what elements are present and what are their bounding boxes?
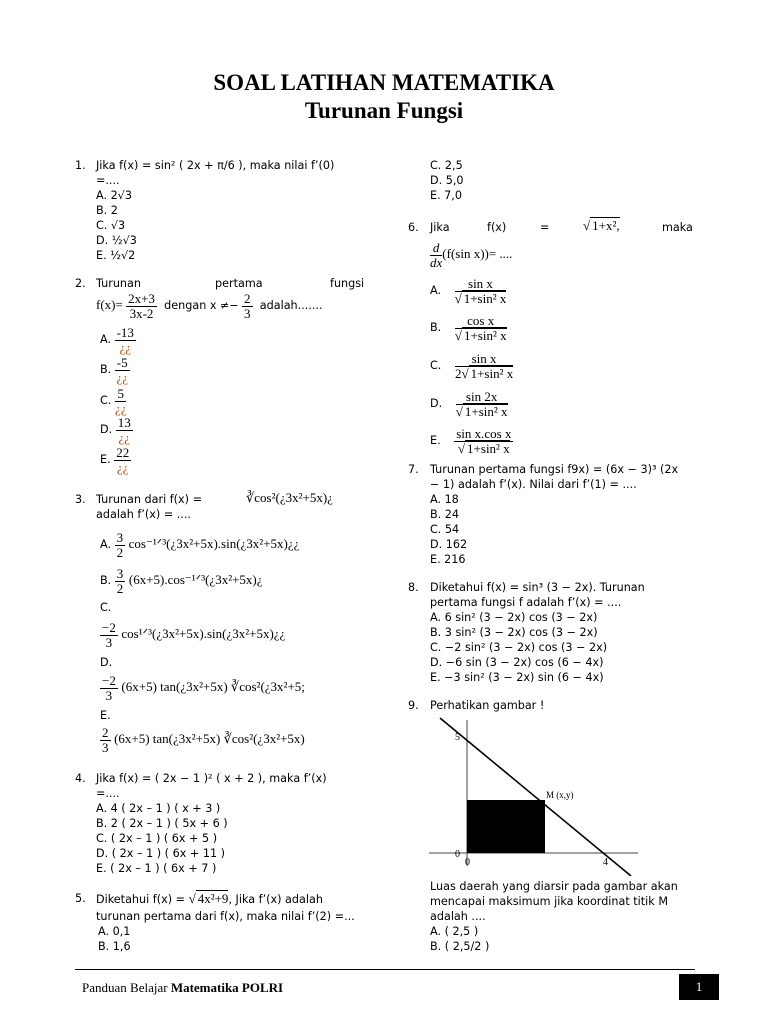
fraction-denominator: 3x-2 <box>129 305 154 321</box>
question-text: adalah .... <box>430 910 486 923</box>
footer-bold-title: Matematika POLRI <box>170 980 284 995</box>
option-letter: A. <box>430 284 442 297</box>
fraction-denominator: 3 <box>105 687 113 703</box>
question-text: (f(sin x))= .... <box>442 246 513 261</box>
option-a: A. 2√3 <box>96 189 132 202</box>
option-letter: E. <box>430 434 441 447</box>
option-a: A. 4 ( 2x – 1 ) ( x + 3 ) <box>96 802 221 815</box>
question-number: 8. <box>408 581 419 594</box>
option-d: D. ½√3 <box>96 234 137 247</box>
point-m-label: M (x,y) <box>546 790 574 800</box>
coordinate-graph <box>426 716 640 876</box>
option-c <box>100 617 285 652</box>
fraction-numerator: -5 <box>116 354 128 370</box>
option-letter: A. <box>100 538 112 551</box>
condition-text: dengan x ≠− <box>164 299 239 312</box>
option-b: B. 2 ( 2x – 1 ) ( 5x + 6 ) <box>96 817 228 830</box>
question-text: Turunan dari f(x) = <box>96 493 202 506</box>
fraction-denominator: 1+sin² x <box>467 440 510 456</box>
option-e: E. $\frac{\text{sin x.cos x}}{\text{√ 1+sin² x}}$ <box>430 425 512 456</box>
option-letter: B. <box>100 363 112 376</box>
fraction-denominator: 3 <box>105 634 113 650</box>
option-c: C. 2,5 <box>430 159 463 172</box>
option-e: E. 7,0 <box>430 189 462 202</box>
question-text: mencapai maksimum jika koordinat titik M <box>430 895 668 908</box>
question-number: 9. <box>408 699 419 712</box>
option-expression: (6x+5) tan(¿3x²+5x) ∛cos²(¿3x²+5x) <box>114 731 305 746</box>
sqrt-expression: √ 1+x², <box>583 218 620 233</box>
option-d <box>100 670 384 705</box>
fraction-denominator: 1+sin² x <box>463 327 507 343</box>
question-number: 3. <box>75 493 86 506</box>
footer-text <box>82 980 283 996</box>
fraction-denominator: ¿¿ <box>114 400 127 416</box>
option-b: B. 1,6 <box>98 940 131 953</box>
option-c: C. 54 <box>430 523 460 536</box>
option-b: B. ( 2,5/2 ) <box>430 940 490 953</box>
fraction-numerator: cos x <box>455 314 507 329</box>
footer-divider <box>75 969 695 970</box>
option-c <box>100 386 126 416</box>
fraction-denominator: 2 <box>116 544 124 560</box>
question-text: Turunan pertama fungsi f9x) = (6x − 3)³ (2x <box>430 463 679 476</box>
fraction-denominator: ¿¿ <box>118 429 130 445</box>
option-d: D. 5,0 <box>430 174 464 187</box>
question-text: adalah f’(x) = .... <box>96 508 191 521</box>
question-text: − 1) adalah f’(x). Nilai dari f’(1) = .... <box>430 478 637 491</box>
fraction-numerator: sin 2x <box>456 390 508 405</box>
fraction-numerator: 3 <box>116 529 124 545</box>
fraction-numerator: 2 <box>244 290 251 306</box>
question-text: pertama fungsi f adalah f’(x) = .... <box>430 596 622 609</box>
fraction-numerator: −2 <box>102 619 116 635</box>
y-intercept-label: 5 <box>455 732 460 743</box>
option-a: A. 18 <box>430 493 459 506</box>
option-b <box>100 355 130 385</box>
question-text: = <box>540 221 550 234</box>
fraction-numerator: sin x <box>455 352 513 367</box>
option-letter: D. <box>430 397 443 410</box>
question-text: turunan pertama dari f(x), maka nilai f’(2) =... <box>96 910 355 923</box>
function-expression <box>96 290 323 321</box>
option-d: D. ( 2x – 1 ) ( 6x + 11 ) <box>96 847 225 860</box>
fraction-numerator: 22 <box>116 444 130 460</box>
fraction-numerator: −2 <box>102 672 116 688</box>
option-e: E. −3 sin² (3 − 2x) sin (6 − 4x) <box>430 671 604 684</box>
option-e: E. ( 2x – 1 ) ( 6x + 7 ) <box>96 862 217 875</box>
question-text: fungsi <box>330 277 365 290</box>
fraction-numerator: d <box>430 241 442 256</box>
fraction-denominator: 3 <box>244 305 251 321</box>
option-letter: E. <box>100 453 111 466</box>
fraction-denominator: ¿¿ <box>119 339 132 355</box>
question-number: 5. <box>75 892 86 905</box>
option-c: C. −2 sin² (3 − 2x) cos (3 − 2x) <box>430 641 608 654</box>
option-e: E. ½√2 <box>96 249 136 262</box>
question-text: f(x) <box>487 221 507 234</box>
fraction-numerator: 2 <box>102 724 109 740</box>
option-letter: B. <box>100 574 112 587</box>
option-a: A. 6 sin² (3 − 2x) cos (3 − 2x) <box>430 611 598 624</box>
fraction-denominator: 2 <box>116 580 124 596</box>
option-c: C. ( 2x – 1 ) ( 6x + 5 ) <box>96 832 218 845</box>
fraction-numerator: -13 <box>116 324 134 340</box>
option-letter: A. <box>100 333 112 346</box>
option-d: D. $\frac{\sin 2x}{\text{√ 1+sin² x}}$ <box>430 388 508 419</box>
option-expression: (6x+5) tan(¿3x²+5x) ∛cos²(¿3x²+5; <box>121 679 305 694</box>
page-title: SOAL LATIHAN MATEMATIKA <box>213 70 555 95</box>
question-number: 1. <box>75 159 86 172</box>
option-c: C. √3 <box>96 219 126 232</box>
option-b: B. $\frac{\text{cos x}}{\text{√ 1+sin² x}}$ <box>430 312 507 343</box>
question-text: Diketahui f(x) = √ 4x²+9, Jika f’(x) adalah <box>96 891 323 906</box>
sqrt-expression: 4x²+9 <box>197 891 229 906</box>
fraction-numerator: sin x <box>455 277 507 292</box>
fraction-denominator: ¿¿ <box>116 459 129 475</box>
option-a: A. $\frac{\text{sin x}}{\text{√ 1+sin² x}}$ <box>430 275 507 306</box>
option-b: B. 3 sin² (3 − 2x) cos (3 − 2x) <box>430 626 598 639</box>
footer-prefix: Panduan Belajar <box>82 980 171 995</box>
option-a: A. ( 2,5 ) <box>430 925 479 938</box>
origin-y-label: 0 <box>455 849 460 860</box>
question-number: 7. <box>408 463 419 476</box>
question-text: Perhatikan gambar ! <box>430 699 545 712</box>
option-b: B. 24 <box>430 508 460 521</box>
fraction-denominator: 1+sin² x <box>464 403 508 419</box>
option-d: D. 162 <box>430 538 468 551</box>
option-letter: C. <box>100 601 112 614</box>
question-text: Jika f(x) = sin² ( 2x + π/6 ), maka nilai f’(0) <box>96 159 335 172</box>
question-text: Luas daerah yang diarsir pada gambar akan <box>430 880 678 893</box>
function-label: f(x)= <box>96 297 123 312</box>
question-number: 4. <box>75 772 86 785</box>
option-a <box>100 325 136 355</box>
fraction-denominator: 3 <box>102 739 109 755</box>
question-text: Turunan <box>96 277 141 290</box>
option-letter: C. <box>100 394 112 407</box>
question-text: Diketahui f(x) = sin³ (3 − 2x). Turunan <box>430 581 645 594</box>
option-e <box>100 445 131 475</box>
derivative-expression <box>430 238 512 270</box>
fraction-denominator: 1+sin² x <box>470 365 514 381</box>
fraction-numerator: 2x+3 <box>128 290 155 306</box>
option-letter: E. <box>100 709 111 722</box>
option-letter: C. <box>430 359 442 372</box>
function-expression: ∛cos²(¿3x²+5x)¿ <box>246 490 333 505</box>
option-expression: (6x+5).cos⁻¹ᐟ³(¿3x²+5x)¿ <box>128 572 263 587</box>
option-expression: cos⁻¹ᐟ³(¿3x²+5x).sin(¿3x²+5x)¿¿ <box>128 536 300 551</box>
option-b: B. 2 <box>96 204 118 217</box>
option-c: C. $\frac{\text{sin x}}{\text{2√ 1+sin² x}}$ <box>430 350 514 381</box>
question-text: adalah....... <box>259 299 323 312</box>
sqrt-radicand: 1+x², <box>592 218 620 233</box>
fraction-numerator: 3 <box>116 565 124 581</box>
question-text-part: Diketahui f(x) = <box>96 893 185 906</box>
question-text: maka <box>662 221 693 234</box>
option-letter: D. <box>100 423 113 436</box>
option-b <box>100 563 263 598</box>
option-d: D. −6 sin (3 − 2x) cos (6 − 4x) <box>430 656 604 669</box>
question-text: =.... <box>96 787 120 800</box>
shaded-rectangle <box>467 800 545 853</box>
option-a: A. 0,1 <box>98 925 131 938</box>
option-expression: cos¹ᐟ³(¿3x²+5x).sin(¿3x²+5x)¿¿ <box>121 626 286 641</box>
x-intercept-label: 4 <box>603 857 608 868</box>
question-text: Jika f(x) = ( 2x − 1 )² ( x + 2 ), maka f’(x) <box>96 772 327 785</box>
option-letter: D. <box>100 656 113 669</box>
option-e: E. 216 <box>430 553 466 566</box>
option-a <box>100 527 299 562</box>
origin-x-label: 0 <box>465 857 470 868</box>
option-e <box>100 722 384 757</box>
question-text: pertama <box>215 277 263 290</box>
fraction-numerator: sin x.cos x <box>456 425 512 441</box>
fraction-denominator: ¿¿ <box>116 369 128 385</box>
question-text: =.... <box>96 174 120 187</box>
question-number: 6. <box>408 221 419 234</box>
question-number: 2. <box>75 277 86 290</box>
option-letter: B. <box>430 321 442 334</box>
fraction-numerator: 5 <box>115 387 127 402</box>
question-text-part: , Jika f’(x) adalah <box>228 893 323 906</box>
fraction-numerator: 13 <box>117 414 131 430</box>
option-d <box>100 415 133 445</box>
fraction-denominator: 1+sin² x <box>463 290 507 306</box>
fraction-denominator: dx <box>430 254 443 270</box>
question-text: Jika <box>430 221 450 234</box>
page-subtitle: Turunan Fungsi <box>304 98 464 123</box>
page-number: 1 <box>679 974 719 1000</box>
